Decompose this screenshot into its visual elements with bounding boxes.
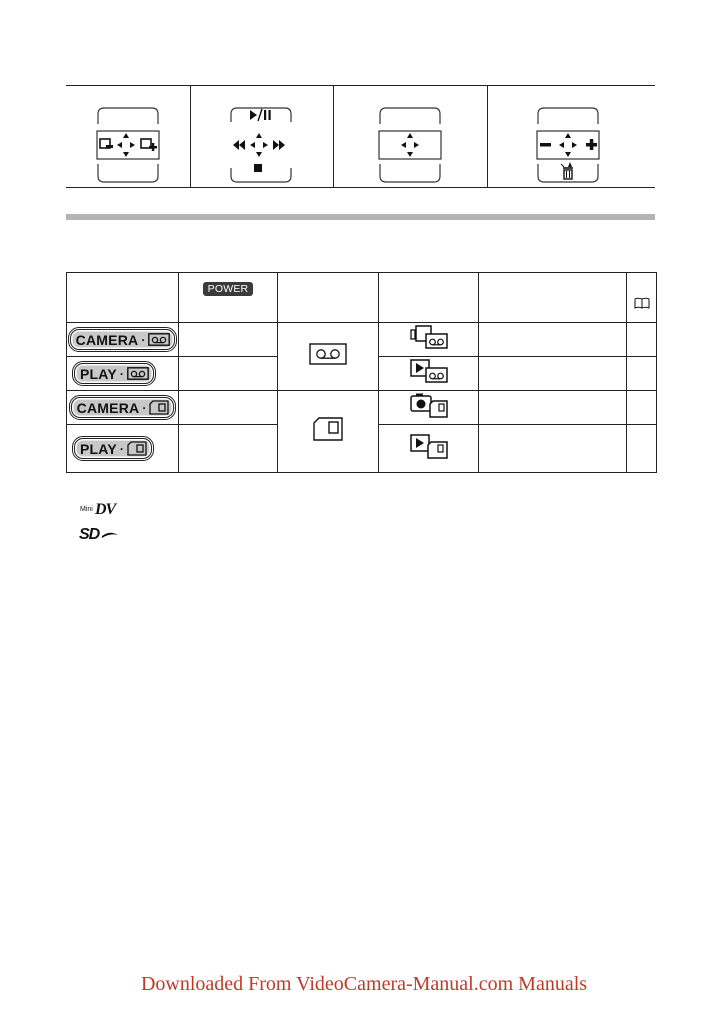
header-cell-page-ref <box>627 273 657 323</box>
mode-dial-play-card: PLAY · <box>72 436 154 461</box>
joystick-guide-strip <box>66 85 655 188</box>
table-header-row <box>67 273 657 323</box>
memory-card-icon <box>127 441 147 456</box>
section-divider <box>66 214 655 220</box>
indicator-cell <box>379 425 479 473</box>
page-ref-cell <box>627 425 657 473</box>
table-row <box>67 323 657 357</box>
play-tape-indicator-icon <box>409 358 449 384</box>
mode-cell <box>67 425 179 473</box>
header-cell-power <box>179 273 278 323</box>
joystick-zoom-icon <box>96 106 160 184</box>
media-cell-tape <box>278 323 379 391</box>
cassette-media-icon <box>309 343 347 365</box>
play-card-indicator-icon <box>409 433 449 459</box>
header-cell-mode <box>67 273 179 323</box>
joystick-cell-playback <box>191 86 333 187</box>
operation-cell <box>479 391 627 425</box>
power-cell <box>179 391 278 425</box>
cassette-icon <box>148 333 170 346</box>
mode-cell <box>67 323 179 357</box>
download-source-link[interactable]: Downloaded From VideoCamera-Manual.com Manuals <box>140 973 588 995</box>
joystick-playback-icon <box>229 106 293 184</box>
mode-dial-camera-card: CAMERA · <box>69 395 177 420</box>
sd-swoosh-icon <box>102 530 118 540</box>
mode-cell <box>67 391 179 425</box>
operation-cell <box>479 357 627 391</box>
page-ref-cell <box>627 357 657 391</box>
mode-dial-camera-tape: CAMERA · <box>68 327 178 352</box>
joystick-select-icon <box>378 106 442 184</box>
joystick-cell-select <box>334 86 487 187</box>
table-row <box>67 391 657 425</box>
header-cell-media <box>278 273 379 323</box>
power-cell <box>179 425 278 473</box>
mode-dial-play-tape: PLAY · <box>72 361 156 386</box>
indicator-cell <box>379 357 479 391</box>
indicator-cell <box>379 323 479 357</box>
operation-cell <box>479 323 627 357</box>
page-ref-cell <box>627 323 657 357</box>
joystick-cell-zoom <box>66 86 190 187</box>
power-switch-label: POWER <box>203 282 254 296</box>
mode-cell <box>67 357 179 391</box>
header-cell-operation <box>479 273 627 323</box>
operation-cell <box>479 425 627 473</box>
camera-card-indicator-icon <box>409 392 449 418</box>
cassette-icon <box>127 367 149 380</box>
power-cell <box>179 357 278 391</box>
page-ref-cell <box>627 391 657 425</box>
header-cell-indicator <box>379 273 479 323</box>
media-cell-card <box>278 391 379 473</box>
joystick-adjust-icon <box>536 106 600 184</box>
minidv-logo: Mini DV <box>80 501 116 518</box>
operating-modes-table <box>66 272 657 473</box>
memory-card-media-icon <box>313 417 343 441</box>
sd-logo: SD <box>79 526 118 544</box>
power-cell <box>179 323 278 357</box>
camera-tape-indicator-icon <box>409 324 449 350</box>
joystick-cell-adjust <box>488 86 655 187</box>
book-icon <box>634 297 650 309</box>
memory-card-icon <box>149 400 169 415</box>
indicator-cell <box>379 391 479 425</box>
